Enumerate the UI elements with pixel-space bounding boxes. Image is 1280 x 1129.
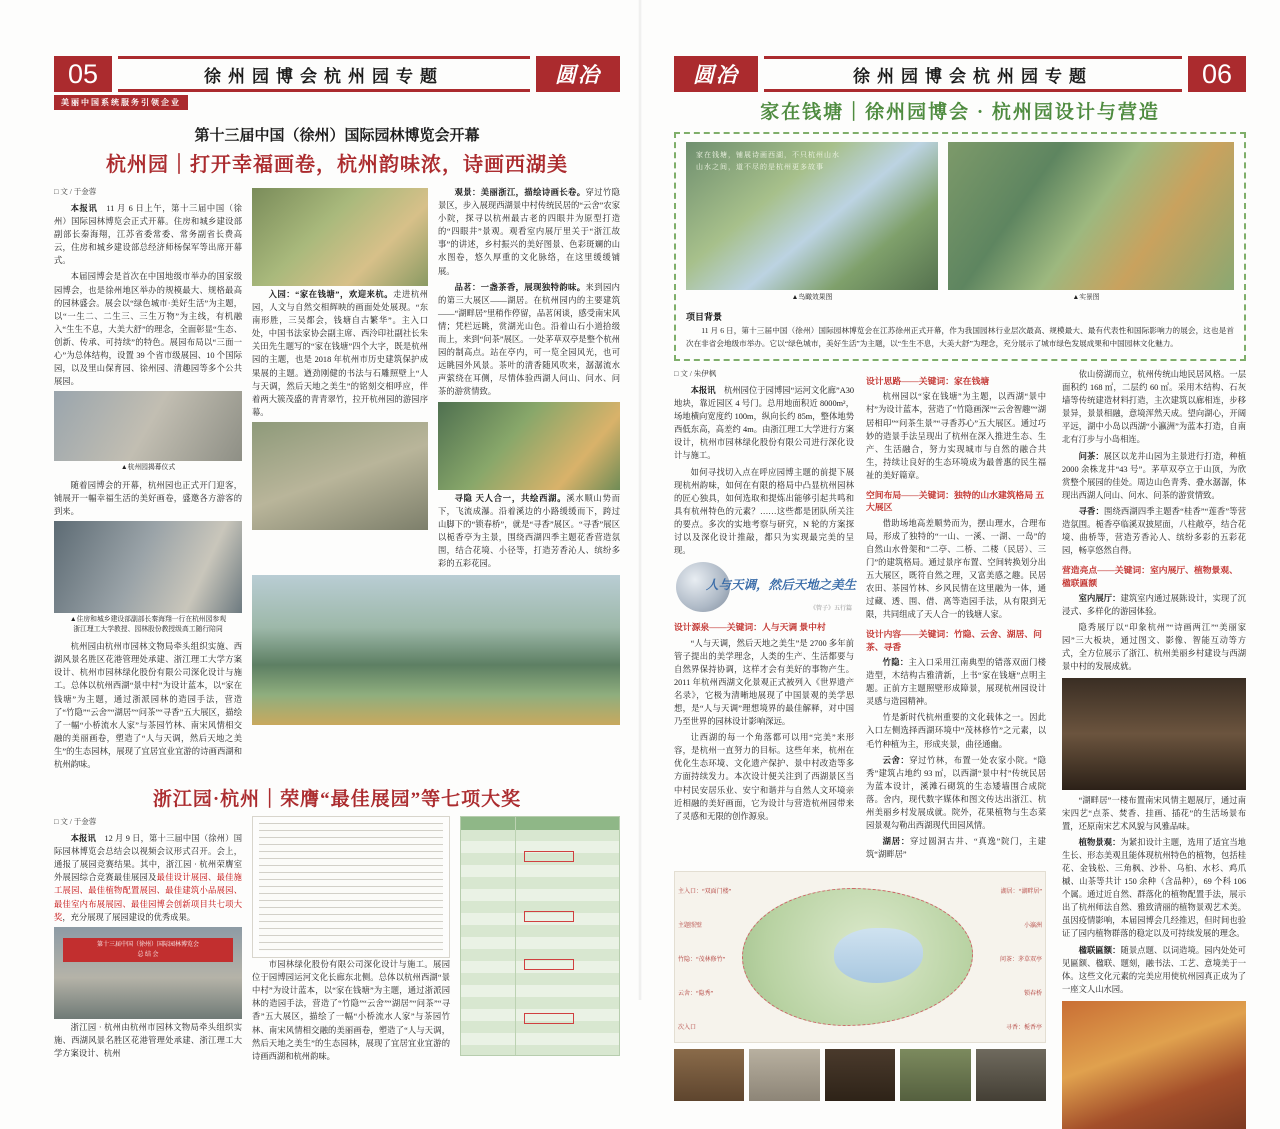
paragraph-text: 为紧扣设计主题，选用了适宜当地生长、形态美观且能体现杭州特色的植物，包括桂花、金钱松、三角枫、沙朴、乌桕、水杉、鸡爪槭、山茶等共计 150 余种（含品种），69 个科 106 个属。通过近自然、群落化的植物配置手法，展示出了杭州师法自然、雅致清丽的植物景观艺术美。虽因疫情影响，本届园博会几经推迟，但时间也验证了园内植物群落的稳定以及可持续发展的理念。 [1062, 837, 1246, 939]
paragraph-text: 本届园博会是首次在中国地级市举办的国家级园博会，也是徐州地区举办的规模最大、规格最高的园林盛会。展会以“绿色城市·美好生活”为主题，以“一生二、二生三、三生万物”为主线，有机融入“生生不息，大美大舒”的理念，全面彰显“生态、创新、传承、可持续”的特色。展园布局以“三面一心”为总体结构，设置 39 个省市级展园、10 个国际园，以及里山保育园、徐州园、清趣园等多个公共展园。 [54, 272, 242, 387]
caption-line-2: 浙江理工大学教授、园林股份教授级高工随行陪同 [73, 625, 223, 633]
plan-label: 云舍：“隐秀” [678, 991, 714, 998]
paragraph-lead: 本报讯 [70, 204, 98, 213]
masthead-logo: 圆冶 [674, 56, 758, 92]
table-header-row [461, 817, 619, 830]
paragraph-text: 走进杭州园，人文与自然交相辉映的画面处处展现。“东南形胜，三吴都会，钱塘自古繁华”。主入口处，中国书法家协会副主席、西泠印社副社长朱关田先生题写的“家在钱塘”四个大字，既是杭州园的主题，也是 2018 年杭州市历史建筑保护成果展的主题。遒劲刚健的书法与石雕照壁上“人与天调，然后天地之美生”的铭刻交相呼应，伴着两大簇茂盛的青青翠竹，拉开杭州园的游园序幕。 [252, 290, 428, 417]
paragraph-text: 穿过竹隐景区，步入展现西湖景中村传统民居的“云舍”农家小院，探寻以杭州最古老的四眼井为原型打造的“四眼井”景观。观看室内展厅里关于“浙江故事”的讲述，乡村振兴的美好图景、色彩斑斓的山水图卷，悠久厚重的文化脉络，在这里缓缓铺展。 [438, 188, 620, 276]
paragraph-lead: 竹隐： [882, 657, 909, 667]
paragraph [866, 390, 1046, 482]
paragraph-text: 市园林绿化股份有限公司深化设计与施工。展园位于园博园运河文化长廊东北侧。总体以杭州西湖“景中村”为设计蓝本，以“家在钱塘”为主题，通过浙派园林的造园手法，营造了“竹隐”“云舍”“湖居”“问茶”“寻香”五大展区，描绘了一幅“小桥流水人家”与茶园竹林、南宋风情相交融的美丽画卷，塑造了“人与天调，然后天地之美生”的生态园林，展现了宜居宜业宜游的诗画西湖和杭州韵味。 [252, 960, 450, 1061]
paragraph-lead: 品茗：一盏茶香，展现独特韵味。 [454, 282, 586, 292]
paragraph [866, 835, 1046, 861]
photo-autumn-trees [1062, 1001, 1246, 1129]
page06-column-2 [866, 368, 1046, 864]
section-heading-design-idea: 设计思路——关键词：家在钱塘 [866, 376, 990, 386]
paragraph [252, 958, 450, 1063]
paragraph-text: 穿过竹林，布置一处农家小院。“隐秀”建筑占地约 93 ㎡，以西湖“景中村”传统民居为蓝本设计，溪滩石砌筑的生态矮墙围合成院落。舍内，现代数字媒体和图文传达出浙江、杭州美丽乡村发展成就。院外，花果植物与生态菜园景观勾勒出西湖现代田园风情。 [866, 755, 1046, 831]
meeting-banner [63, 938, 232, 962]
paragraph [674, 466, 854, 558]
article1-kicker: 第十三届中国（徐州）国际园林博览会开幕 [194, 128, 480, 144]
page06-body [674, 368, 1246, 1101]
paragraph-text: “湖畔居”一楼布置南宋风情主题展厅，通过南宋四艺“点茶、焚香、挂画、插花”的生活场景布置，还原南宋艺术风貌与风雅品味。 [1062, 795, 1246, 831]
paragraph-text: ，充分展现了展园建设的优秀成果。 [62, 912, 196, 922]
paragraph [1062, 592, 1246, 618]
article2-body [54, 816, 620, 1066]
paragraph [54, 202, 242, 267]
paragraph-text: 借助场地高差顺势而为，摆山理水，合理布局，形成了独特的“一山、一溪、一湖、一岛”的自然山水骨架和“二亭、二桥、二楼（民居）、三门”的建筑格局。通过景序布置、空间转换划分出五大展区，既符自然之理，又富美感之趣。民居农田、茶园竹林、乡风民情在这里融为一体，通过藏、透、围、借、离等造园手法，从有限到无限，共同组成了天人合一的钱塘人家。 [866, 518, 1046, 620]
paragraph-text: 建筑室内通过展陈设计，实现了沉浸式、多样化的游园体验。 [1062, 593, 1246, 617]
page06-left-area [674, 368, 1046, 1101]
section-heading-design-source: 设计源泉——关键词：人与天调 景中村 [674, 622, 826, 633]
section-heading-design-content: 设计内容——关键词：竹隐、云舍、湖居、问茶、寻香 [866, 629, 1042, 652]
plan-label: 主题照壁 [678, 923, 703, 930]
page06-column-3 [1062, 368, 1246, 1129]
section-title: 徐州园博会杭州园专题 [764, 56, 1182, 92]
hero-dashed-box [674, 132, 1246, 361]
paragraph-text: 隐秀展厅以“印象杭州”“诗画两江”“美丽家园”三大板块，通过图文、影像、智能互动等方式，全方位展示了浙江、杭州美丽乡村建设与西湖景中村的发展成就。 [1062, 623, 1246, 672]
paragraph [674, 637, 854, 729]
article1-byline: □ 文 / 于金蓉 [54, 187, 97, 196]
photo-caption: ▲杭州园揭幕仪式 [120, 464, 176, 472]
paragraph-lead: 观景：美丽浙江，描绘诗画长卷。 [454, 188, 586, 197]
hero-photos [686, 142, 1234, 290]
paragraph-text: 随景点题、以词造境。园内处处可见匾额、楹联、题刻，融书法、工艺、意境美于一体。这些文化元素的完美应用使杭州园真正成为了一座文人山水园。 [1062, 945, 1246, 994]
page-number: 06 [1188, 56, 1246, 92]
site-plan-diagram [674, 871, 1046, 1043]
paragraph-text: 11 月 6 日上午，第十三届中国（徐州）国际园林博览会正式开幕。住房和城乡建设部副部长秦海翔，江苏省委常委、常务副省长费高云，住房和城乡建设部总经济师杨保军等出席开幕式。 [54, 204, 242, 266]
paragraph [54, 640, 242, 771]
photo-aerial-real [948, 142, 1234, 290]
paragraph [866, 656, 1046, 708]
page-06-header [674, 56, 1246, 92]
paragraph-lead: 问茶： [1078, 451, 1104, 461]
photo-stone-inscription [749, 1049, 819, 1101]
overlay-line-2: 山水之间，道不尽的是杭州更多故事 [696, 162, 824, 171]
article1-headline: 杭州园｜打开幸福画卷，杭州韵味浓，诗画西湖美 [106, 154, 568, 176]
paragraph [54, 479, 242, 518]
paragraph-text: 杭州园位于园博园“运河文化廊”A30 地块，靠近园区 4 号门。总用地面积近 8000m²，场地横向宽度约 100m，纵向长约 85m，整体地势西低东高，高差约 4m。由浙江理工大学进行方案设计，杭州市园林绿化股份有限公司进行深化设计与施工。 [674, 386, 854, 461]
award-list-red-text: 最佳设计展园、最佳施工展园、最佳植物配置展园、最佳建筑小品展园、最佳室内布展展园、最佳园博会创新项目共七项大奖 [54, 873, 242, 922]
paragraph [438, 492, 620, 571]
masthead-logo: 圆冶 [536, 56, 620, 92]
quote-source: 《管子》五行篇 [809, 606, 852, 613]
page06-columns-1-2 [674, 368, 1046, 864]
paragraph-lead: 室内展厅： [1078, 593, 1121, 603]
paragraph [1062, 505, 1246, 557]
photo-entrance-gate [674, 1049, 744, 1101]
paragraph-lead: 植物景观： [1078, 837, 1121, 847]
paragraph [1062, 794, 1246, 833]
page06-headline: 家在钱塘｜徐州园博会 · 杭州园设计与营造 [760, 102, 1160, 123]
paragraph-text: 如何寻找切入点在呼应园博主题的前提下展现杭州韵味，如何在有限的格局中凸显杭州园林的匠心独具，如何选取和提炼出能够引起共鸣和具有杭州特色的元素？……这些都是团队所关注的要点。多次的实地考察与研究，N 轮的方案探讨以及深化设计推敲，都只为实现最完美的呈现。 [674, 467, 854, 556]
paragraph [866, 517, 1046, 622]
page-fold-divider [638, 0, 642, 1000]
project-background-text: 11 月 6 日，第十三届中国（徐州）国际园林博览会在江苏徐州正式开幕，作为我国园林行业层次最高、规模最大、最有代表性和国际影响力的展会，这也是首次在非省会地级市举办。它以“绿色城市，美好生活”为主题，以“生生不息，大美大舒”为理念，充分展示了城市绿色发展成果和中国园林文化魅力。 [686, 326, 1234, 349]
paragraph-lead: 本报讯 [690, 386, 716, 395]
photo-interior-exhibition [1062, 678, 1246, 790]
paragraph [1062, 368, 1246, 447]
table-highlight-box [524, 1013, 574, 1024]
page-05 [54, 56, 620, 1061]
article2-column-1 [54, 816, 242, 1066]
section-heading-spatial-layout: 空间布局——关键词：独特的山水建筑格局 五大展区 [866, 489, 1045, 513]
article1-column-1 [54, 186, 242, 774]
document-scan-award-notice [252, 816, 450, 958]
paragraph [438, 281, 620, 399]
paragraph-text: 浙江园 · 杭州由杭州市园林文物局牵头组织实施、西湖风景名胜区花港管理处承建、浙江理工大学方案设计、杭州 [54, 1022, 242, 1058]
paragraph [1062, 621, 1246, 673]
hero-captions [686, 290, 1234, 307]
photo-bronze-censer [976, 1049, 1046, 1101]
article2-headline: 浙江园·杭州｜荣膺“最佳展园”等七项大奖 [152, 789, 522, 811]
paragraph-text: 杭州园由杭州市园林文物局牵头组织实施、西湖风景名胜区花港管理处承建、浙江理工大学方案设计、杭州市园林绿化股份有限公司深化设计与施工。总体以杭州西湖“景中村”为设计蓝本，以“家在钱塘”为主题，通过浙派园林的造园手法，营造了“竹隐”“云舍”“湖居”“问茶”“寻香”五大展区，描绘了一幅“小桥流水人家”与茶园竹林、南宋风情相交融的美丽画卷，塑造了“人与天调，然后天地之美生”的生态园林，展现了宜居宜业宜游的诗画西湖和杭州韵味。 [54, 642, 242, 769]
banner-line-1: 第十三届中国（徐州）国际园林博览会 [96, 941, 199, 948]
page-05-header [54, 56, 620, 92]
plan-label: 竹隐：“茂林修竹” [678, 957, 726, 964]
banner-line-2: 总 结 会 [137, 951, 159, 958]
photo-officials-visit [54, 521, 242, 613]
plan-label: 寻香：栀香亭 [1005, 1025, 1042, 1032]
photo-plaque [825, 1049, 895, 1101]
paragraph [866, 754, 1046, 833]
paragraph-lead: 楹联匾额： [1078, 945, 1121, 955]
article1-body [54, 186, 620, 774]
paragraph-lead: 湖居： [882, 837, 910, 847]
table-highlight-box [524, 959, 574, 970]
section-title: 徐州园博会杭州园专题 [118, 56, 530, 92]
paragraph-text: 围绕西湖四季主题香“桂香”“莲香”等营造氛围。栀香亭临溪双披屋面，八柱敞亭，结合花境、曲桥等，营造芳香沁人、缤纷多彩的五彩花园，畅享悠然自得。 [1062, 506, 1246, 556]
paragraph [674, 731, 854, 823]
photo-caption: ▲实景图 [1072, 294, 1100, 301]
paragraph-text: 主入口采用江南典型的错落双面门楼造型，木结构古雅清新，上书“家在钱塘”点明主题。正前方主题照壁形成障景，展现杭州园设计灵感与造园精神。 [866, 657, 1046, 707]
paragraph [54, 832, 242, 924]
paragraph [252, 288, 428, 419]
paragraph [866, 711, 1046, 750]
plan-label: 次入口 [678, 1025, 697, 1032]
paragraph [674, 384, 854, 463]
bottom-photo-strip [674, 1049, 1046, 1101]
paragraph-lead: 寻隐 天人合一，共绘西湖。 [454, 493, 567, 503]
quote-text: 人与天调，然后天地之美生 [706, 578, 857, 593]
plan-label: 问茶：茅草双亭 [999, 957, 1042, 964]
photo-unveiling-ceremony [54, 391, 242, 461]
table-highlight-box [524, 851, 574, 862]
paragraph [54, 1021, 242, 1060]
page-number: 05 [54, 56, 112, 92]
article1-column-2 [252, 186, 428, 573]
paragraph-text: 竹是新时代杭州重要的文化载体之一。因此入口左侧选择西湖环境中“茂林修竹”之元素，以毛竹种植为主，形成夹景，曲径通幽。 [866, 713, 1046, 749]
paragraph-text: 来到园内的第三大展区——湖居。在杭州园内的主要建筑——“湖畔居”里稍作停留，品茗闲谈，感受南宋风情；凭栏远眺，赏湖光山色。沿着山石小道拾级而上，来到“问茶”展区。一处茅草双亭是整个杭州园的制高点。站在亭内，可一览全园风光，也可远眺园外风景。茶叶的清香随风吹来，潺潺流水声萦绕在耳侧，尽情体验西湖人问山、问水、问茶的游赏情致。 [438, 282, 620, 397]
award-results-table-scan [460, 816, 620, 1056]
article2-byline: □ 文 / 于金蓉 [54, 817, 97, 827]
paragraph-text: 溪水顺山势而下，飞流成瀑。沿着溪边的小路缓缓而下，跨过山脚下的“锁春桥”，就是“寻香”展区。“寻香”展区以栀香亭为主景，围绕西湖四季主题花香营造氛围，结合花境、小径等，打造芳香沁人、缤纷多彩的五彩花园。 [438, 493, 620, 568]
photo-entrance-pavilion [252, 188, 428, 286]
page06-byline: □ 文 / 朱伊枫 [674, 369, 717, 378]
paragraph-lead: 寻香： [1078, 506, 1104, 516]
paragraph [1062, 450, 1246, 502]
article1-columns-2-3 [252, 186, 620, 573]
article2-column-2 [252, 816, 450, 1066]
plan-label: 主入口：“双面门楼” [678, 889, 732, 896]
caption-line-1: ▲住房和城乡建设部副部长秦海翔一行在杭州园参观 [69, 615, 227, 623]
article1-right-block [252, 186, 620, 774]
paragraph-text: 穿过圆洞古井、“真逸”院门，主建筑“湖畔居” [866, 837, 1046, 860]
page-06 [674, 56, 1246, 1032]
overlay-line-1: 家在钱塘，铺展诗画西湖，不只杭州山水 [696, 151, 840, 159]
paragraph-text: “人与天调，然后天地之美生”是 2700 多年前管子提出的美学理念，人类的生产、生活都要与自然界保持协调，这样才会有美好的事物产生。2011 年杭州西湖文化景观正式被列入《世界遗产名录》，它极为清晰地展现了中国景观的美学思想，是“人与天调”理想境界的最佳解释，对中国乃至世界的园林设计影响深远。 [674, 638, 854, 727]
photo-caption [54, 615, 242, 635]
paragraph-text: 让西湖的每一个角落都可以用“完美”来形容，是杭州一直努力的目标。这些年来，杭州在优化生态环境、文化遗产保护、景中村改造等多方面持续发力。本次设计便关注到了西湖景区当中村民安居乐业、安宁和谐并与自然人文环境亲近相融的美好画面，它为设计与营造杭州园带来了灵感和无限的创作源泉。 [674, 733, 854, 821]
photo-thatched-pavilion [900, 1049, 970, 1101]
quote-band [674, 562, 857, 614]
paragraph-text: 依山傍湖而立，杭州传统山地民居风格。一层面积约 168 ㎡，二层约 60 ㎡。采用木结构、石灰墙等传统建造材料打造，主次建筑以廊相连，步移景异，景景相融，意境浑然天成。望向湖心，开阔平远，湖中小岛以西湖“小瀛洲”为蓝本打造，自南北有汀步与小岛相连。 [1062, 370, 1246, 445]
paragraph-lead: 本报讯 [70, 834, 96, 844]
table-highlight-box [524, 911, 574, 922]
paragraph-text: 随着园博会的开幕，杭州园也正式开门迎客，铺展开一幅幸福生活的美好画卷，盛邀各方游客的到来。 [54, 480, 242, 516]
paragraph-text: 12 月 9 日，第十三届中国（徐州）国际园林博览会总结会以视频会议形式召开。会上，通报了展园竞赛结果。其中，浙江园 · 杭州荣膺室外展园综合竞赛最佳展园及 [54, 834, 242, 883]
photo-summary-meeting [54, 927, 242, 1019]
photo-stone-well [252, 422, 428, 530]
plan-label: 锁春桥 [1023, 991, 1042, 998]
photo-garden-pavilion [438, 402, 620, 490]
paragraph [1062, 836, 1246, 941]
paragraph [1062, 944, 1246, 996]
page06-column-1 [674, 368, 857, 864]
paragraph-lead: 入园：“家在钱塘”，欢迎来杭。 [268, 290, 394, 299]
article2-column-3 [460, 816, 620, 1066]
photo-lake-panorama [252, 575, 620, 725]
plan-label: 小瀛洲 [1023, 923, 1042, 930]
plan-label: 湖居：“湖畔居” [1000, 889, 1042, 896]
paragraph [438, 186, 620, 278]
photo-birdseye-render [686, 142, 938, 290]
tagline-banner: 美丽中国系统服务引领企业 [54, 95, 188, 110]
paragraph-text: 杭州园以“家在钱塘”为主题，以西湖“景中村”为设计蓝本，营造了“竹隐画深”“云舍智趣”“湖居相印”“问茶生景”“寻香苏心”五大展区。通过巧妙的造景手法呈现出了杭州在深入推进生态、生产、生活融合，努力实现城市与自然的融合共生，持续让良好的生态环境成为最普惠的民生福祉的美好篇章。 [866, 392, 1046, 480]
photo-caption: ▲鸟瞰效果图 [791, 294, 833, 301]
paragraph [54, 270, 242, 388]
section-heading-highlights: 营造亮点——关键词：室内展厅、植物景观、楹联匾额 [1062, 565, 1238, 588]
project-background-title: 项目背景 [686, 312, 723, 323]
paragraph-lead: 云舍： [882, 755, 910, 765]
render-overlay-text [696, 150, 840, 174]
paragraph-text: 展区以龙井山园为主景进行打造，种植 2000 余株龙井“43 号”。茅草双亭立于山顶，为欣赏整个展园的佳处。周边山色青秀、叠水潺潺，体现出西湖人问山、问水、问茶的游赏情致。 [1062, 451, 1246, 500]
article1-column-3 [438, 186, 620, 573]
